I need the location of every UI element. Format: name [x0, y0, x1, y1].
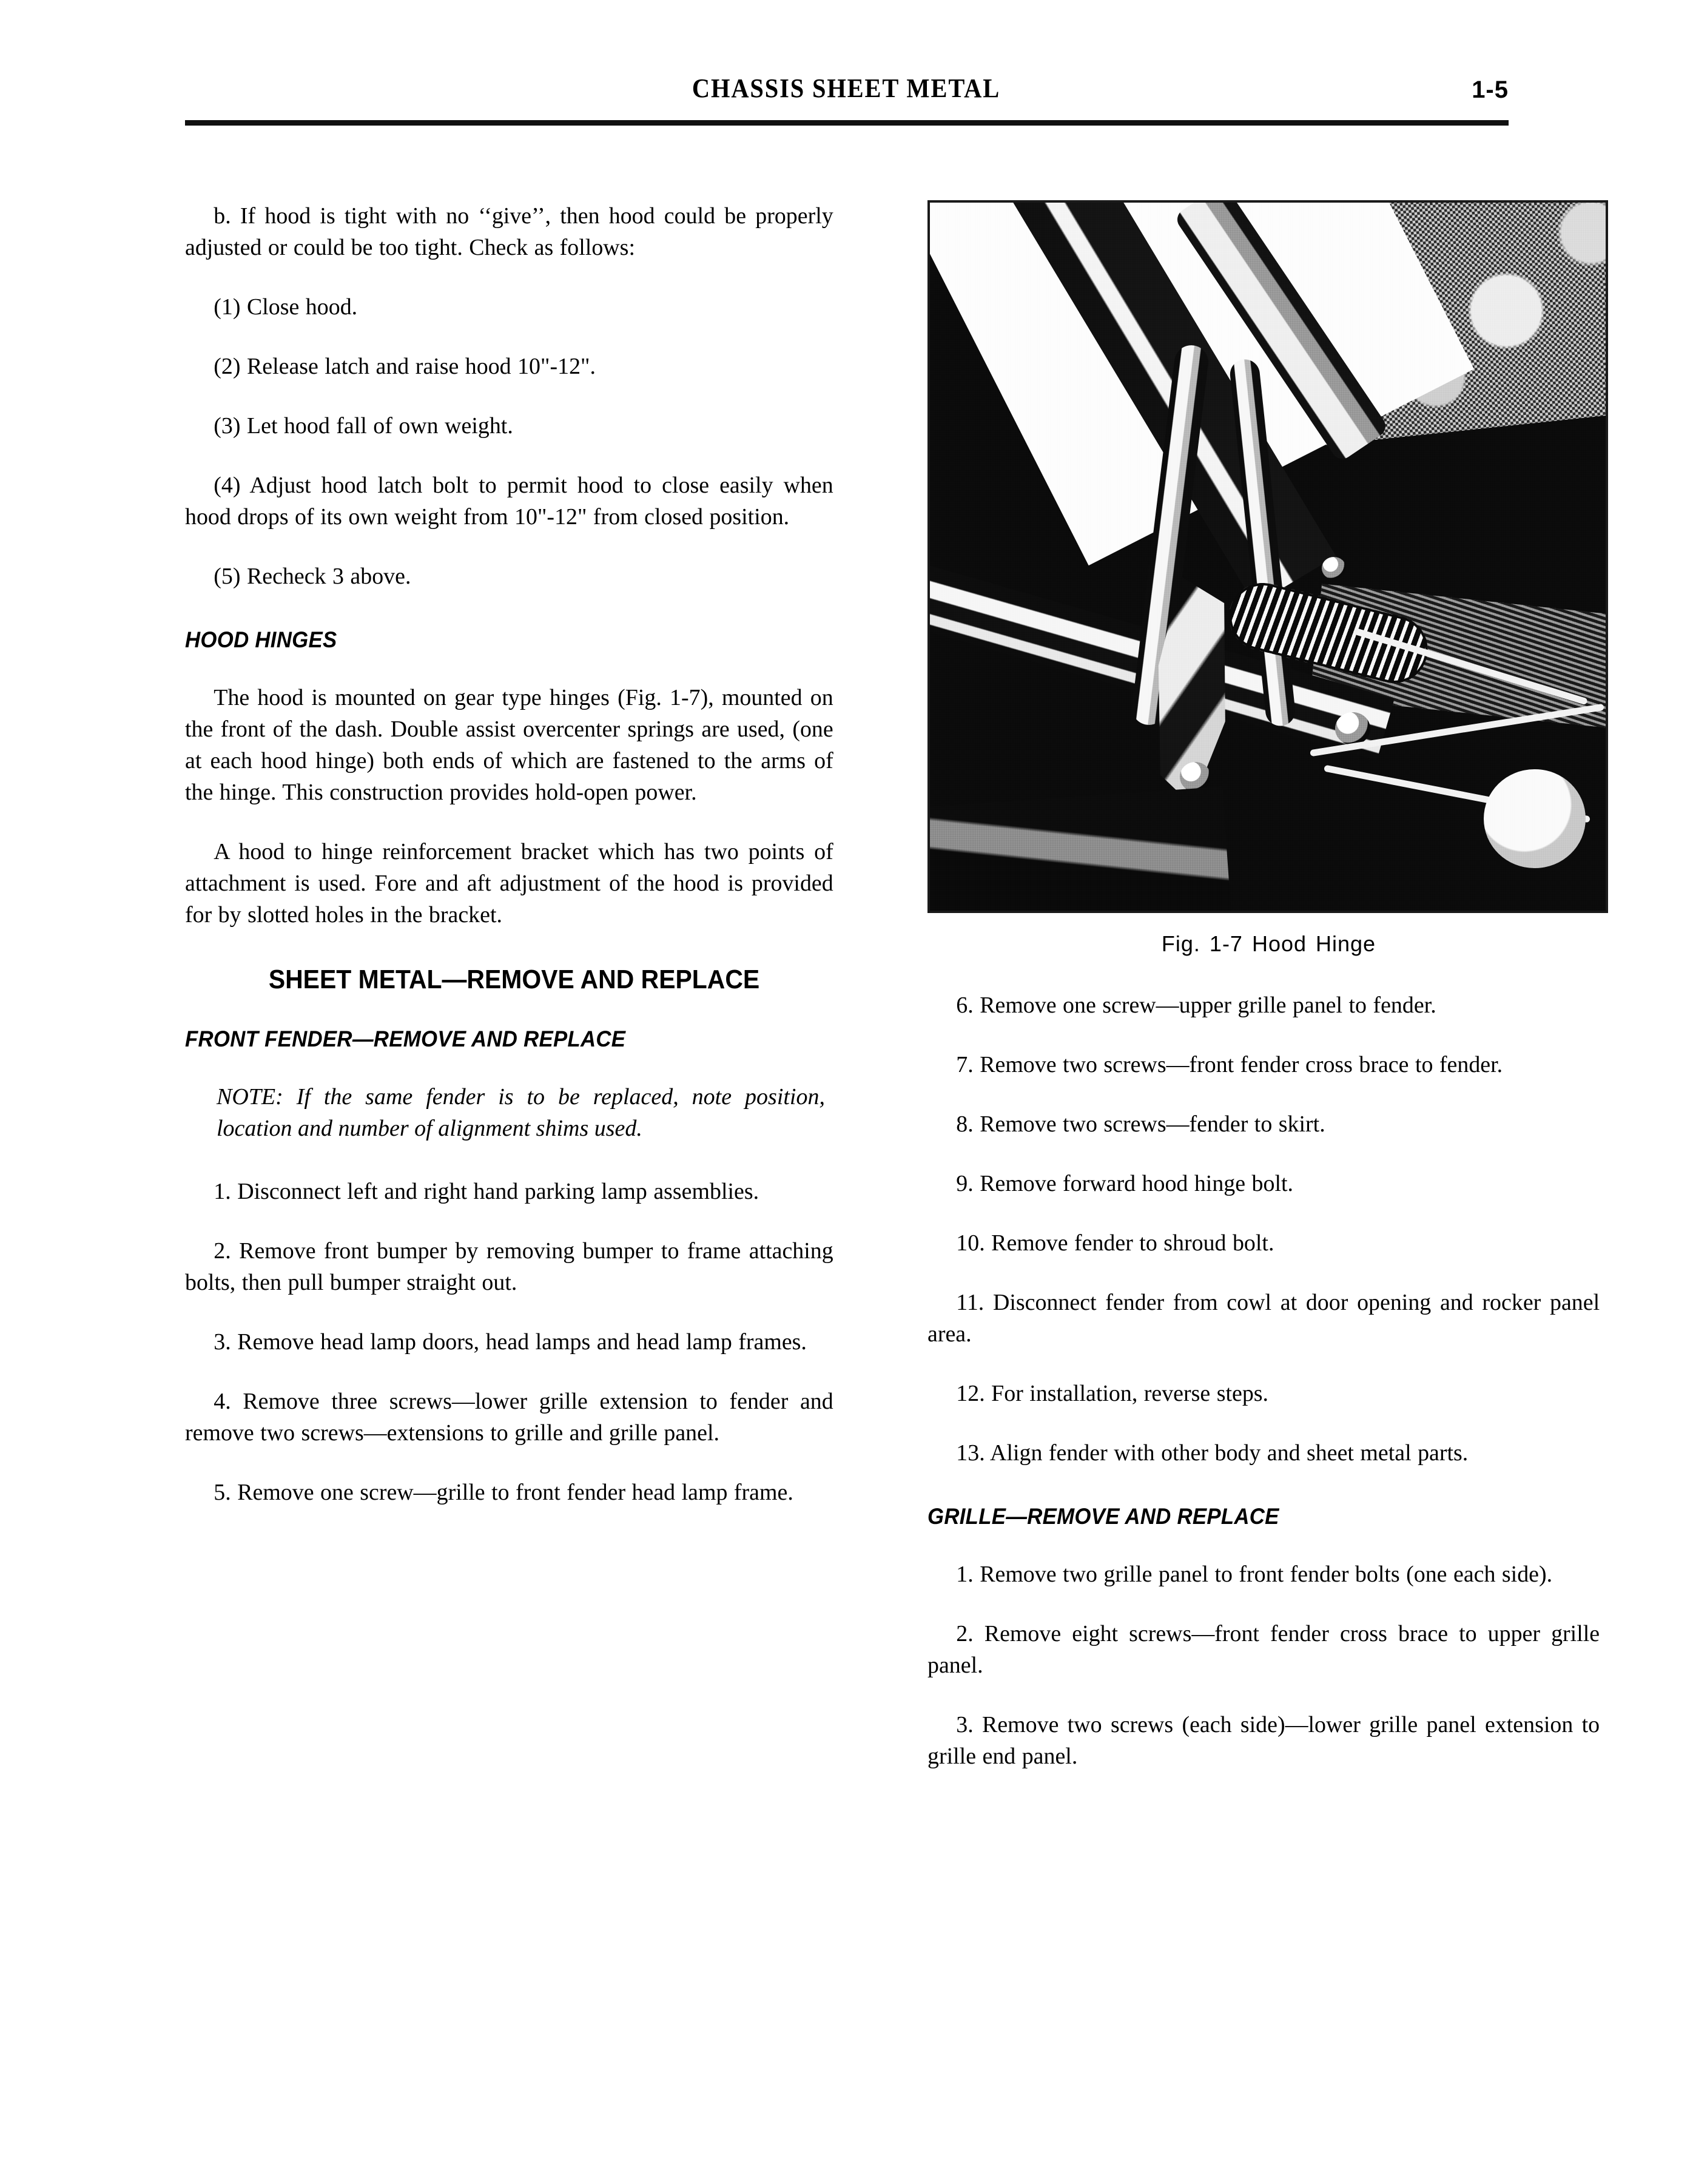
grille-step-2: 2. Remove eight screws—front fender cross brace to upper grille panel. — [927, 1621, 1600, 1678]
hood-hinge-photo — [927, 200, 1608, 913]
right-column — [927, 200, 1610, 1800]
header-rule — [185, 120, 1509, 126]
fender-step-7: 7. Remove two screws—front fender cross brace to fender. — [956, 1052, 1503, 1077]
page-number: 1-5 — [1472, 76, 1509, 103]
heading-sheet-metal-remove-and-replace: SHEET METAL—REMOVE AND REPLACE — [268, 965, 760, 994]
note-alignment-shims: NOTE: If the same fender is to be replaced, note position, location and number of alignment shims used. — [217, 1084, 825, 1141]
step-adjust-latch-bolt: (4) Adjust hood latch bolt to permit hood to close easily when hood drops of its own weight from 10"-12" from closed position. — [185, 473, 833, 530]
fender-step-4: 4. Remove three screws—lower grille extension to fender and remove two screws—extensions to grille and grille panel. — [185, 1389, 833, 1446]
page-title: CHASSIS SHEET METAL — [692, 73, 1001, 103]
step-let-hood-fall: (3) Let hood fall of own weight. — [214, 413, 513, 439]
heading-grille-remove-and-replace: GRILLE—REMOVE AND REPLACE — [927, 1504, 1279, 1529]
paragraph-hood-hinges-2: A hood to hinge reinforcement bracket which has two points of attachment is used. Fore and aft adjustment of the hood is provided for by slotted holes in the bracket. — [185, 839, 833, 928]
fender-step-1: 1. Disconnect left and right hand parking lamp assemblies. — [214, 1179, 759, 1204]
step-release-latch: (2) Release latch and raise hood 10"-12". — [214, 354, 596, 379]
fender-step-12: 12. For installation, reverse steps. — [956, 1381, 1269, 1406]
fender-step-5: 5. Remove one screw—grille to front fender head lamp frame. — [214, 1480, 793, 1505]
heading-front-fender-remove-and-replace: FRONT FENDER—REMOVE AND REPLACE — [185, 1026, 626, 1051]
figure-caption: Fig. 1-7 Hood Hinge — [1161, 931, 1376, 956]
step-recheck: (5) Recheck 3 above. — [214, 564, 411, 589]
running-head — [185, 73, 1507, 115]
heading-hood-hinges: HOOD HINGES — [185, 627, 337, 652]
paragraph-hood-hinges-1: The hood is mounted on gear type hinges (Fig. 1-7), mounted on the front of the dash. Double assist overcenter springs are used, (one at each hood hinge) both ends of which are fastened to the arms of the hinge. This construction provides hold-open power. — [185, 685, 833, 805]
hood-hinge-photo-artwork — [930, 203, 1606, 911]
fender-step-10: 10. Remove fender to shroud bolt. — [956, 1230, 1274, 1256]
left-column — [185, 200, 843, 1536]
fender-step-9: 9. Remove forward hood hinge bolt. — [956, 1171, 1294, 1196]
fender-step-11: 11. Disconnect fender from cowl at door opening and rocker panel area. — [927, 1290, 1600, 1347]
step-close-hood: (1) Close hood. — [214, 294, 358, 320]
fender-step-2: 2. Remove front bumper by removing bumper to frame attaching bolts, then pull bumper straight out. — [185, 1238, 833, 1295]
paragraph-hood-tight: b. If hood is tight with no ‘‘give’’, then hood could be properly adjusted or could be too tight. Check as follows: — [185, 203, 833, 260]
grille-step-3: 3. Remove two screws (each side)—lower grille panel extension to grille end panel. — [927, 1712, 1600, 1769]
fender-step-8: 8. Remove two screws—fender to skirt. — [956, 1111, 1325, 1137]
fender-step-3: 3. Remove head lamp doors, head lamps and head lamp frames. — [214, 1329, 807, 1355]
grille-step-1: 1. Remove two grille panel to front fender bolts (one each side). — [956, 1562, 1553, 1587]
figure-hood-hinge — [927, 200, 1610, 957]
fender-step-13: 13. Align fender with other body and sheet metal parts. — [956, 1440, 1469, 1466]
fender-step-6: 6. Remove one screw—upper grille panel to fender. — [956, 993, 1436, 1018]
